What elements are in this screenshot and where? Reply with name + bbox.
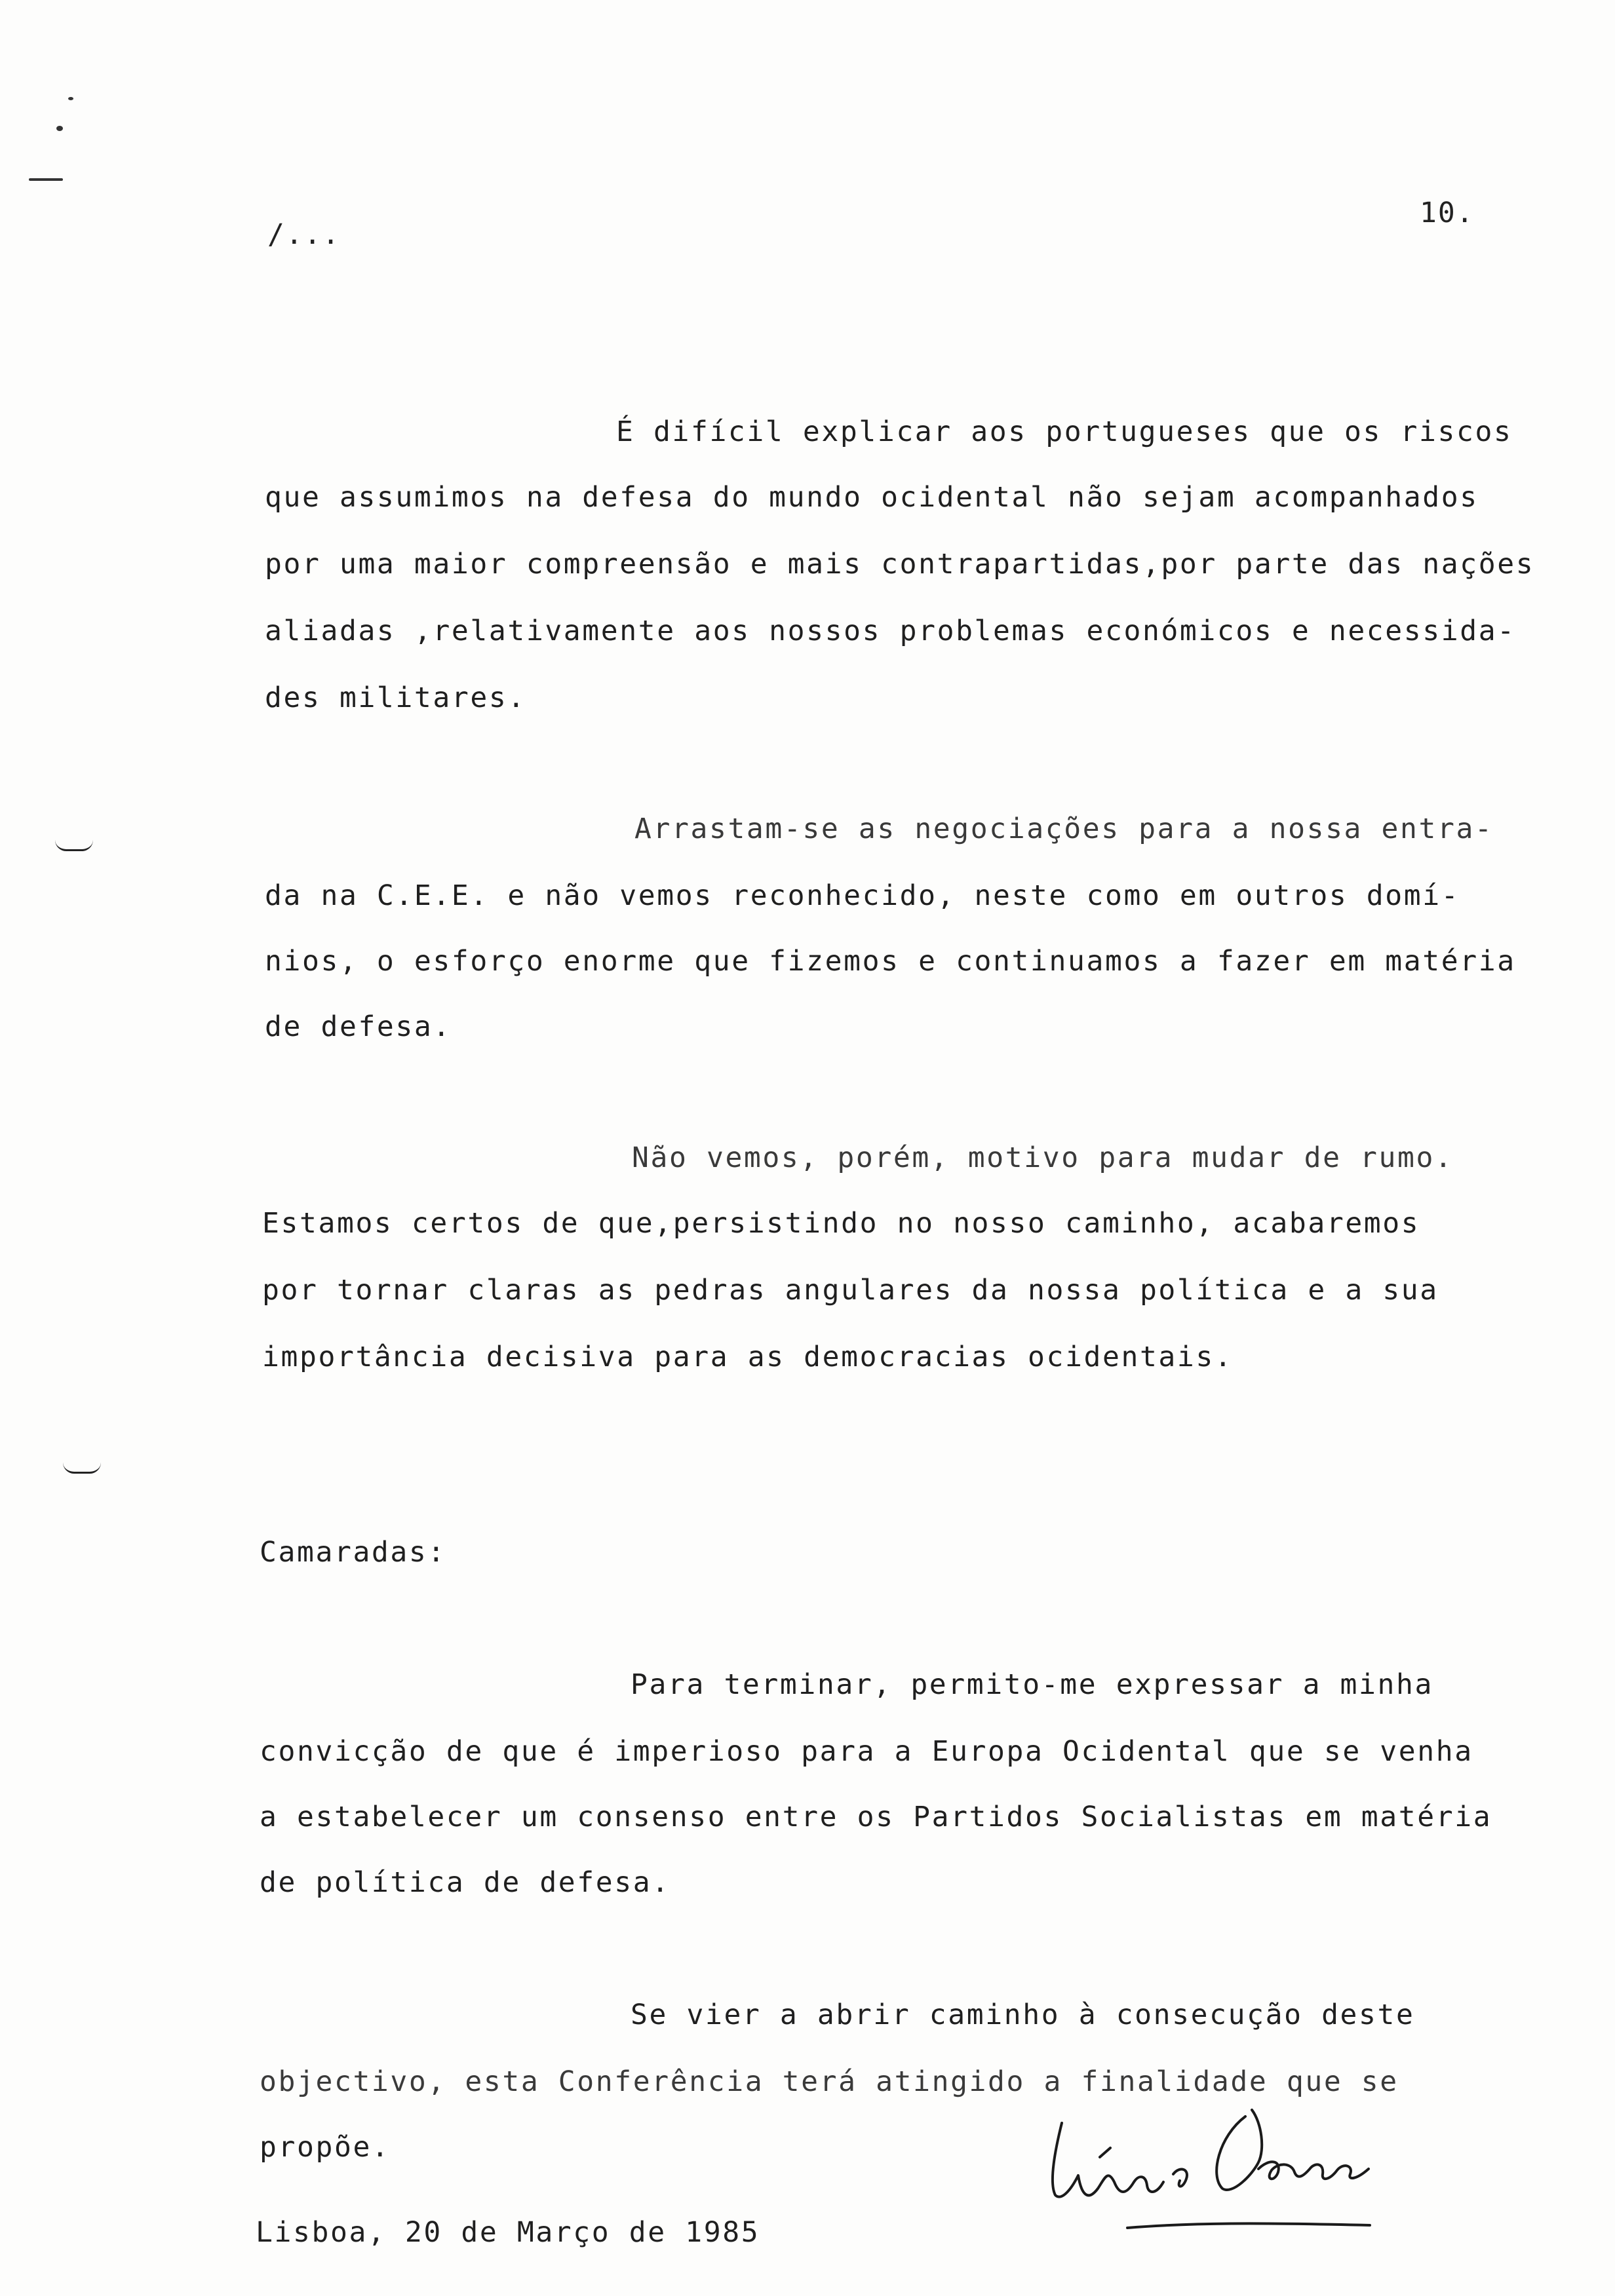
signature-drawing [1042,2097,1409,2241]
hole-punch-mark [63,1463,101,1474]
paragraph-line: Camaradas: [260,1536,446,1569]
paragraph-line: convicção de que é imperioso para a Europa Ocidental que se venha [260,1735,1473,1768]
paragraph-line: da na C.E.E. e não vemos reconhecido, neste como em outros domí- [265,879,1460,912]
paragraph-line: Para terminar, permito-me expressar a minha [631,1668,1433,1701]
paragraph-line: que assumimos na defesa do mundo ocidental não sejam acompanhados [265,481,1479,514]
paragraph-line: nios, o esforço enorme que fizemos e continuamos a fazer em matéria [265,945,1516,978]
paragraph-line: a estabelecer um consenso entre os Partidos Socialistas em matéria [260,1801,1492,1833]
paragraph-line: Não vemos, porém, motivo para mudar de rumo. [632,1141,1454,1174]
paragraph-line: por tornar claras as pedras angulares da nossa política e a sua [262,1274,1439,1307]
paragraph-line: propõe. [260,2131,391,2164]
paragraph-line: des militares. [265,681,526,714]
paragraph-line: de política de defesa. [260,1866,671,1899]
paragraph-line: de defesa. [265,1010,452,1043]
paragraph-line: Arrastam-se as negociações para a nossa entra- [634,813,1494,845]
margin-speck [29,178,63,181]
signature [1042,2097,1409,2241]
margin-speck [68,97,73,100]
paragraph-line: Se vier a abrir caminho à consecução deste [631,1999,1415,2031]
paragraph-line: Estamos certos de que,persistindo no nosso caminho, acabaremos [262,1207,1420,1240]
margin-speck [56,126,63,131]
continuation-mark: /... [267,218,341,251]
place-date: Lisboa, 20 de Março de 1985 [256,2216,760,2249]
paragraph-line: É difícil explicar aos portugueses que os riscos [616,415,1513,448]
hole-punch-mark [55,840,93,851]
paragraph-line: importância decisiva para as democracias ocidentais. [262,1341,1234,1373]
paragraph-line: aliadas ,relativamente aos nossos problemas económicos e necessida- [265,615,1516,647]
page-number: 10. [1420,197,1475,229]
paragraph-line: por uma maior compreensão e mais contrapartidas,por parte das nações [265,548,1535,581]
paragraph-line: objectivo, esta Conferência terá atingido a finalidade que se [260,2065,1399,2098]
